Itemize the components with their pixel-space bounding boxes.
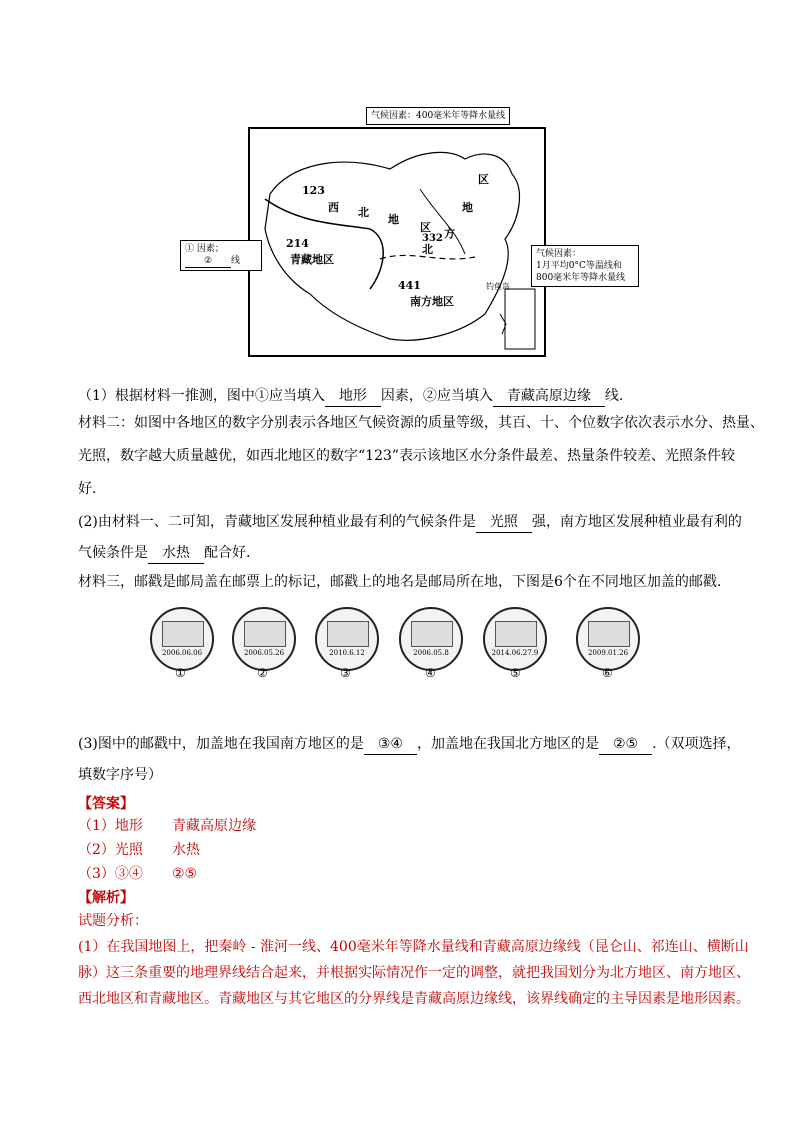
map-label-214: 214 xyxy=(286,237,309,250)
q3-mid: ，加盖地在我国北方地区的是 xyxy=(416,736,599,752)
map-label-qu2: 区 xyxy=(478,173,489,186)
q1-answer-2: 青藏高原边缘 xyxy=(493,386,605,407)
q2-answer-1: 光照 xyxy=(476,512,532,533)
map-label-di2: 地 xyxy=(462,201,473,214)
answer-2-label: （2）光照 xyxy=(78,842,143,858)
map-callout-right-line3: 800毫米年等降水量线 xyxy=(536,273,626,283)
map-label-bei: 北 xyxy=(358,206,369,219)
map-label-nanfang: 南方地区 xyxy=(410,295,454,308)
china-regions-map xyxy=(248,127,546,357)
answer-3-value: ②⑤ xyxy=(172,866,198,882)
postmark-5-number: ⑤ xyxy=(510,666,521,680)
postmark-5-date: 2014.06.27.9 xyxy=(491,649,539,657)
postmark-3-date: 2010.6.12 xyxy=(329,649,365,657)
material2-line1: 材料二：如图中各地区的数字分别表示各地区气候资源的质量等级，其百、十、个位数字依次表示水分、热量、 xyxy=(78,415,764,431)
map-label-di: 地 xyxy=(388,213,399,226)
postmark-1-number: ① xyxy=(175,666,186,680)
map-label-fang: 方 xyxy=(444,227,455,240)
answer-1-value: 青藏高原边缘 xyxy=(172,818,256,834)
analysis-header: 【解析】 xyxy=(78,890,134,906)
map-callout-right-line2: 1月平均0°C等温线和 xyxy=(536,261,622,271)
map-label-qu: 区 xyxy=(420,221,431,234)
q1-answer-1: 地形 xyxy=(325,386,381,407)
analysis-subheader: 试题分析： xyxy=(78,913,148,929)
postmark-4 xyxy=(399,607,463,671)
q1-suffix: 线. xyxy=(604,388,624,404)
postmark-4-date: 2006.05.8 xyxy=(413,649,449,657)
material3: 材料三，邮戳是邮局盖在邮票上的标记，邮戳上的地名是邮局所在地，下图是6个在不同地区加盖的邮戳. xyxy=(78,574,722,590)
postmark-2 xyxy=(232,607,296,671)
postmark-2-image xyxy=(244,621,286,647)
map-callout-left-line2 xyxy=(185,255,257,268)
map-callout-left-line1: ① 因素； xyxy=(185,244,224,254)
analysis-line2: 脉）这三条重要的地理界线结合起来，并根据实际情况作一定的调整，就把我国划分为北方地区、南方地区、 xyxy=(78,965,750,981)
map-callout-left-suffix: 线 xyxy=(231,256,241,266)
q3-answer-2: ②⑤ xyxy=(599,734,652,755)
map-callout-right xyxy=(531,245,639,287)
answer-1-label: （1）地形 xyxy=(78,818,143,834)
q3-answer-1: ③④ xyxy=(364,734,417,755)
material2-line3: 好. xyxy=(78,481,97,497)
map-label-441: 441 xyxy=(398,279,421,292)
postmark-6-number: ⑥ xyxy=(602,666,613,680)
answer-2-value: 水热 xyxy=(172,842,200,858)
postmark-4-number: ④ xyxy=(425,666,436,680)
q1-prefix: （1）根据材料一推测，图中①应当填入 xyxy=(78,388,325,404)
postmark-6-date: 2009.01.26 xyxy=(587,649,629,657)
answer-1 xyxy=(78,816,256,836)
postmark-1-date: 2006.06.06 xyxy=(161,649,203,657)
map-label-332: 332 xyxy=(422,233,443,244)
answer-2 xyxy=(78,840,200,860)
material2-line2: 光照，数字越大质量越优，如西北地区的数字“123”表示该地区水分条件最差、热量条件较差、光照条件较 xyxy=(78,448,736,464)
postmark-3-number: ③ xyxy=(340,666,351,680)
postmark-3 xyxy=(315,607,379,671)
map-callout-left xyxy=(180,240,262,271)
postmark-3-image xyxy=(327,621,369,647)
q3-prefix: (3)图中的邮戳中，加盖地在我国南方地区的是 xyxy=(78,736,364,752)
map-label-xi: 西 xyxy=(328,201,339,214)
postmark-1-image xyxy=(162,621,204,647)
postmark-5 xyxy=(483,607,547,671)
question-1 xyxy=(78,386,623,407)
q1-mid: 因素，②应当填入 xyxy=(380,388,493,404)
postmark-1 xyxy=(150,607,214,671)
postmark-6 xyxy=(576,607,640,671)
map-callout-left-num: ② xyxy=(185,255,231,268)
question-2-line2 xyxy=(78,543,250,564)
question-3-line2: 填数字序号） xyxy=(78,767,162,783)
map-label-123: 123 xyxy=(302,184,325,197)
analysis-line3: 西北地区和青藏地区。青藏地区与其它地区的分界线是青藏高原边缘线，该界线确定的主导因素是地形因素。 xyxy=(78,991,750,1007)
q2-prefix: (2)由材料一、二可知，青藏地区发展种植业最有利的气候条件是 xyxy=(78,514,476,530)
answer-3-label: （3）③④ xyxy=(78,866,143,882)
question-3-line1 xyxy=(78,734,741,755)
map-label-bei2: 北 xyxy=(422,243,433,256)
q3-suffix: .（双项选择， xyxy=(652,736,741,752)
q2-mid: 强，南方地区发展种植业最有利的 xyxy=(531,514,742,530)
q2-suffix: 配合好. xyxy=(204,545,251,561)
postmark-2-number: ② xyxy=(257,666,268,680)
answer-3 xyxy=(78,864,197,884)
answer-header: 【答案】 xyxy=(78,796,134,812)
postmark-6-image xyxy=(588,621,630,647)
postmark-4-image xyxy=(411,621,453,647)
map-label-qingzang: 青藏地区 xyxy=(290,253,334,266)
postmark-2-date: 2006.05.26 xyxy=(243,649,285,657)
map-callout-right-line1: 气候因素： xyxy=(536,249,582,259)
q2-line2-prefix: 气候条件是 xyxy=(78,545,148,561)
map-label-diaoyudao: 钓鱼岛 xyxy=(486,282,510,291)
postmark-5-image xyxy=(495,621,537,647)
map-callout-top: 气候因素：400毫米年等降水量线 xyxy=(366,107,510,125)
analysis-line1: (1）在我国地图上，把秦岭 - 淮河一线、400毫米年等降水量线和青藏高原边缘线（昆仑山、祁连山、横断山 xyxy=(78,939,749,955)
question-2-line1 xyxy=(78,512,742,533)
q2-answer-2: 水热 xyxy=(148,543,204,564)
